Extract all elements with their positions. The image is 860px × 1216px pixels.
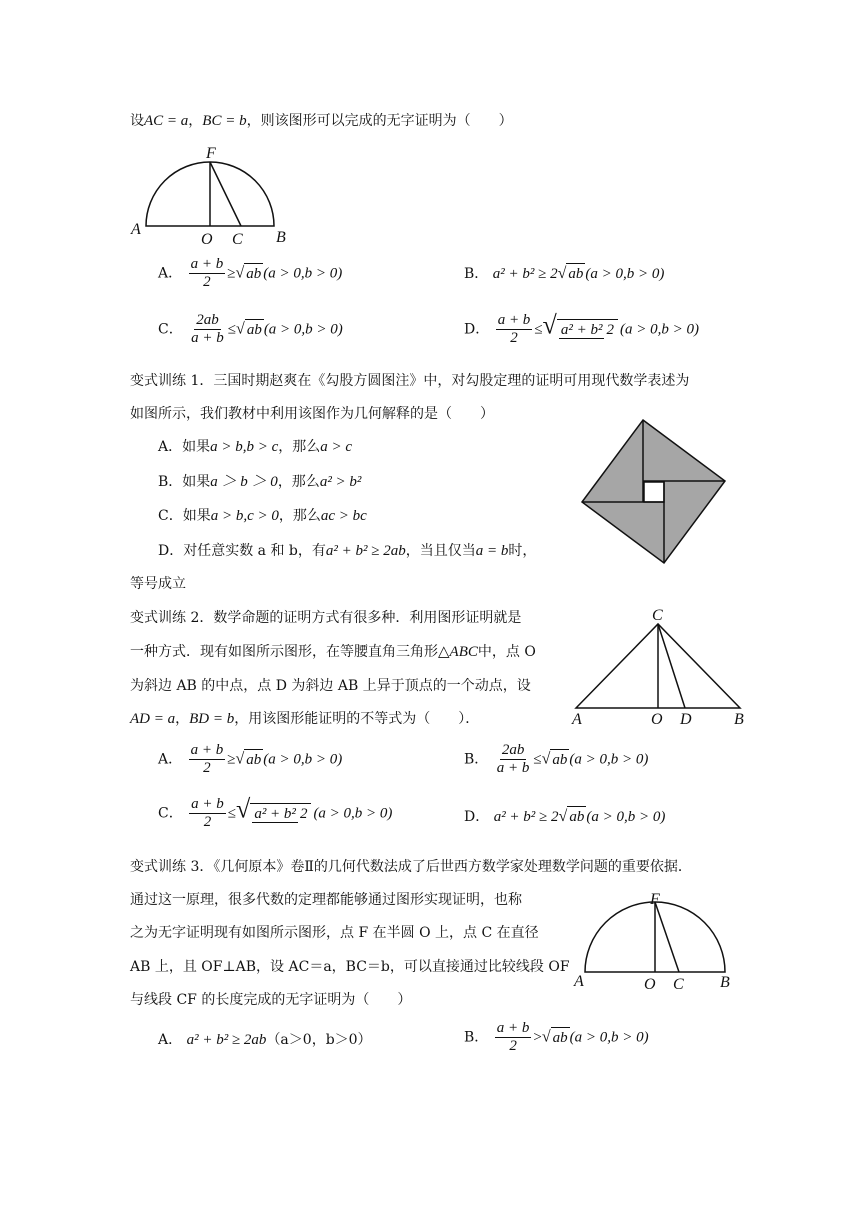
label-d: D	[680, 711, 692, 728]
fraction: $\frac{2ab}{a + b}$	[496, 742, 530, 776]
intro-line: 设AC = a，BC = b，则该图形可以完成的无字证明为（ ）	[130, 113, 513, 129]
ex1-option-d: D．对任意实数 a 和 b，有a² + b² ≥ 2ab，当且仅当a = b时，	[158, 543, 537, 559]
q1-option-b: B． a² + b² ≥ 2√ ab (a > 0,b > 0)	[464, 265, 665, 282]
ex3-line4: AB 上，且 OF⊥AB，设 AC＝a，BC＝b，可以直接通过比较线段 OF	[130, 959, 570, 975]
ex2-option-a: A． $\frac{a + b}{2}$ ≥√ ab (a > 0,b > 0)	[158, 742, 343, 776]
label-b: B	[734, 711, 744, 728]
label-b: B	[276, 229, 286, 246]
inner-square	[644, 482, 664, 502]
label-o: O	[201, 231, 213, 248]
label-f: F	[650, 891, 660, 908]
radical-sign: √	[541, 1028, 551, 1046]
ex1-option-a: A．如果a > b,b > c，那么a > c	[158, 439, 353, 455]
fraction: $\frac{2ab}{a + b}$	[191, 312, 224, 346]
ex2-line2: 一种方式．现有如图所示图形，在等腰直角三角形△ABC中，点 O	[130, 644, 536, 660]
ex1-option-c: C．如果a > b,c > 0，那么ac > bc	[158, 508, 367, 524]
segment-cf	[210, 162, 241, 226]
ex3-option-b: B． $\frac{a + b}{2}$ >√ ab (a > 0,b > 0)	[464, 1020, 649, 1054]
fraction: $\frac{a + b}{2}$	[497, 312, 531, 346]
fraction: $\frac{a + b}{2}$	[191, 796, 224, 830]
triangle-figure	[566, 604, 756, 728]
semicircle-figure-1	[128, 140, 298, 250]
radical-sign: √	[541, 750, 551, 768]
label-o: O	[644, 976, 656, 993]
ex3-option-a: A． a² + b² ≥ 2ab（a＞0，b＞0）	[158, 1032, 372, 1048]
q1-option-c: C． $\frac{2ab}{a + b}$ ≤√ ab (a > 0,b > 0)	[158, 312, 343, 346]
ex1-line1: 变式训练 1．三国时期赵爽在《勾股方圆图注》中，对勾股定理的证明可用现代数学表述为	[130, 373, 690, 389]
label-o: O	[651, 711, 663, 728]
ex1-line2: 如图所示，我们教材中利用该图作为几何解释的是（ ）	[130, 406, 494, 422]
label-c: C	[232, 231, 243, 248]
ex3-line1: 变式训练 3．《几何原本》卷Ⅱ的几何代数法成了后世西方数学家处理数学问题的重要依据．	[130, 859, 692, 875]
label-a: A	[131, 221, 141, 238]
label-c: C	[652, 607, 663, 624]
ex2-line1: 变式训练 2．数学命题的证明方式有很多种．利用图形证明就是	[130, 610, 522, 626]
label-a: A	[574, 973, 584, 990]
ex2-option-d: D． a² + b² ≥ 2√ ab (a > 0,b > 0)	[464, 808, 666, 825]
ex2-option-c: C． $\frac{a + b}{2}$ ≤√ a² + b² 2 (a > 0,b > 0)	[158, 794, 393, 830]
radical-sign: √	[558, 808, 568, 825]
radical-sign: √	[236, 794, 251, 824]
label-f: F	[206, 145, 216, 162]
semicircle-figure-2	[570, 888, 740, 998]
fraction: $\frac{a + b}{2}$	[496, 1020, 530, 1054]
radical-sign: √	[235, 264, 245, 282]
segment-cd	[658, 624, 685, 708]
ex3-line3: 之为无字证明现有如图所示图形，点 F 在半圆 O 上，点 C 在直径	[130, 925, 539, 941]
radical-fraction: a² + b² 2	[250, 803, 311, 824]
ex1-option-d-cont: 等号成立	[130, 576, 186, 592]
segment-cf	[655, 902, 679, 972]
fraction: $\frac{a + b}{2}$	[190, 742, 224, 776]
label-a: A	[572, 711, 582, 728]
ex2-line3: 为斜边 AB 的中点，点 D 为斜边 AB 上异于顶点的一个动点，设	[130, 678, 531, 694]
q1-option-a: A． $\frac{a + b}{2}$ ≥√ ab (a > 0,b > 0)	[158, 256, 343, 290]
radical-sign: √	[542, 310, 557, 340]
label-c: C	[673, 976, 684, 993]
ex2-line4: AD = a，BD = b，用该图形能证明的不等式为（ ）．	[130, 711, 480, 727]
radical-sign: √	[236, 320, 245, 338]
ex3-line2: 通过这一原理，很多代数的定理都能够通过图形实现证明，也称	[130, 892, 522, 908]
radical-sign: √	[235, 750, 245, 768]
label-b: B	[720, 974, 730, 991]
radical-sign: √	[557, 265, 567, 282]
zhao-shuang-figure	[580, 418, 728, 566]
fraction: $\frac{a + b}{2}$	[190, 256, 224, 290]
q1-option-d: D． $\frac{a + b}{2}$ ≤√ a² + b² 2 (a > 0,b > 0)	[464, 310, 699, 346]
ex1-option-b: B．如果a ＞ b ＞ 0，那么a² > b²	[158, 474, 362, 490]
ex2-option-b: B． $\frac{2ab}{a + b}$ ≤√ ab (a > 0,b > 0)	[464, 742, 649, 776]
ex3-line5: 与线段 CF 的长度完成的无字证明为（ ）	[130, 992, 412, 1008]
radical-fraction: a² + b² 2	[557, 319, 618, 340]
